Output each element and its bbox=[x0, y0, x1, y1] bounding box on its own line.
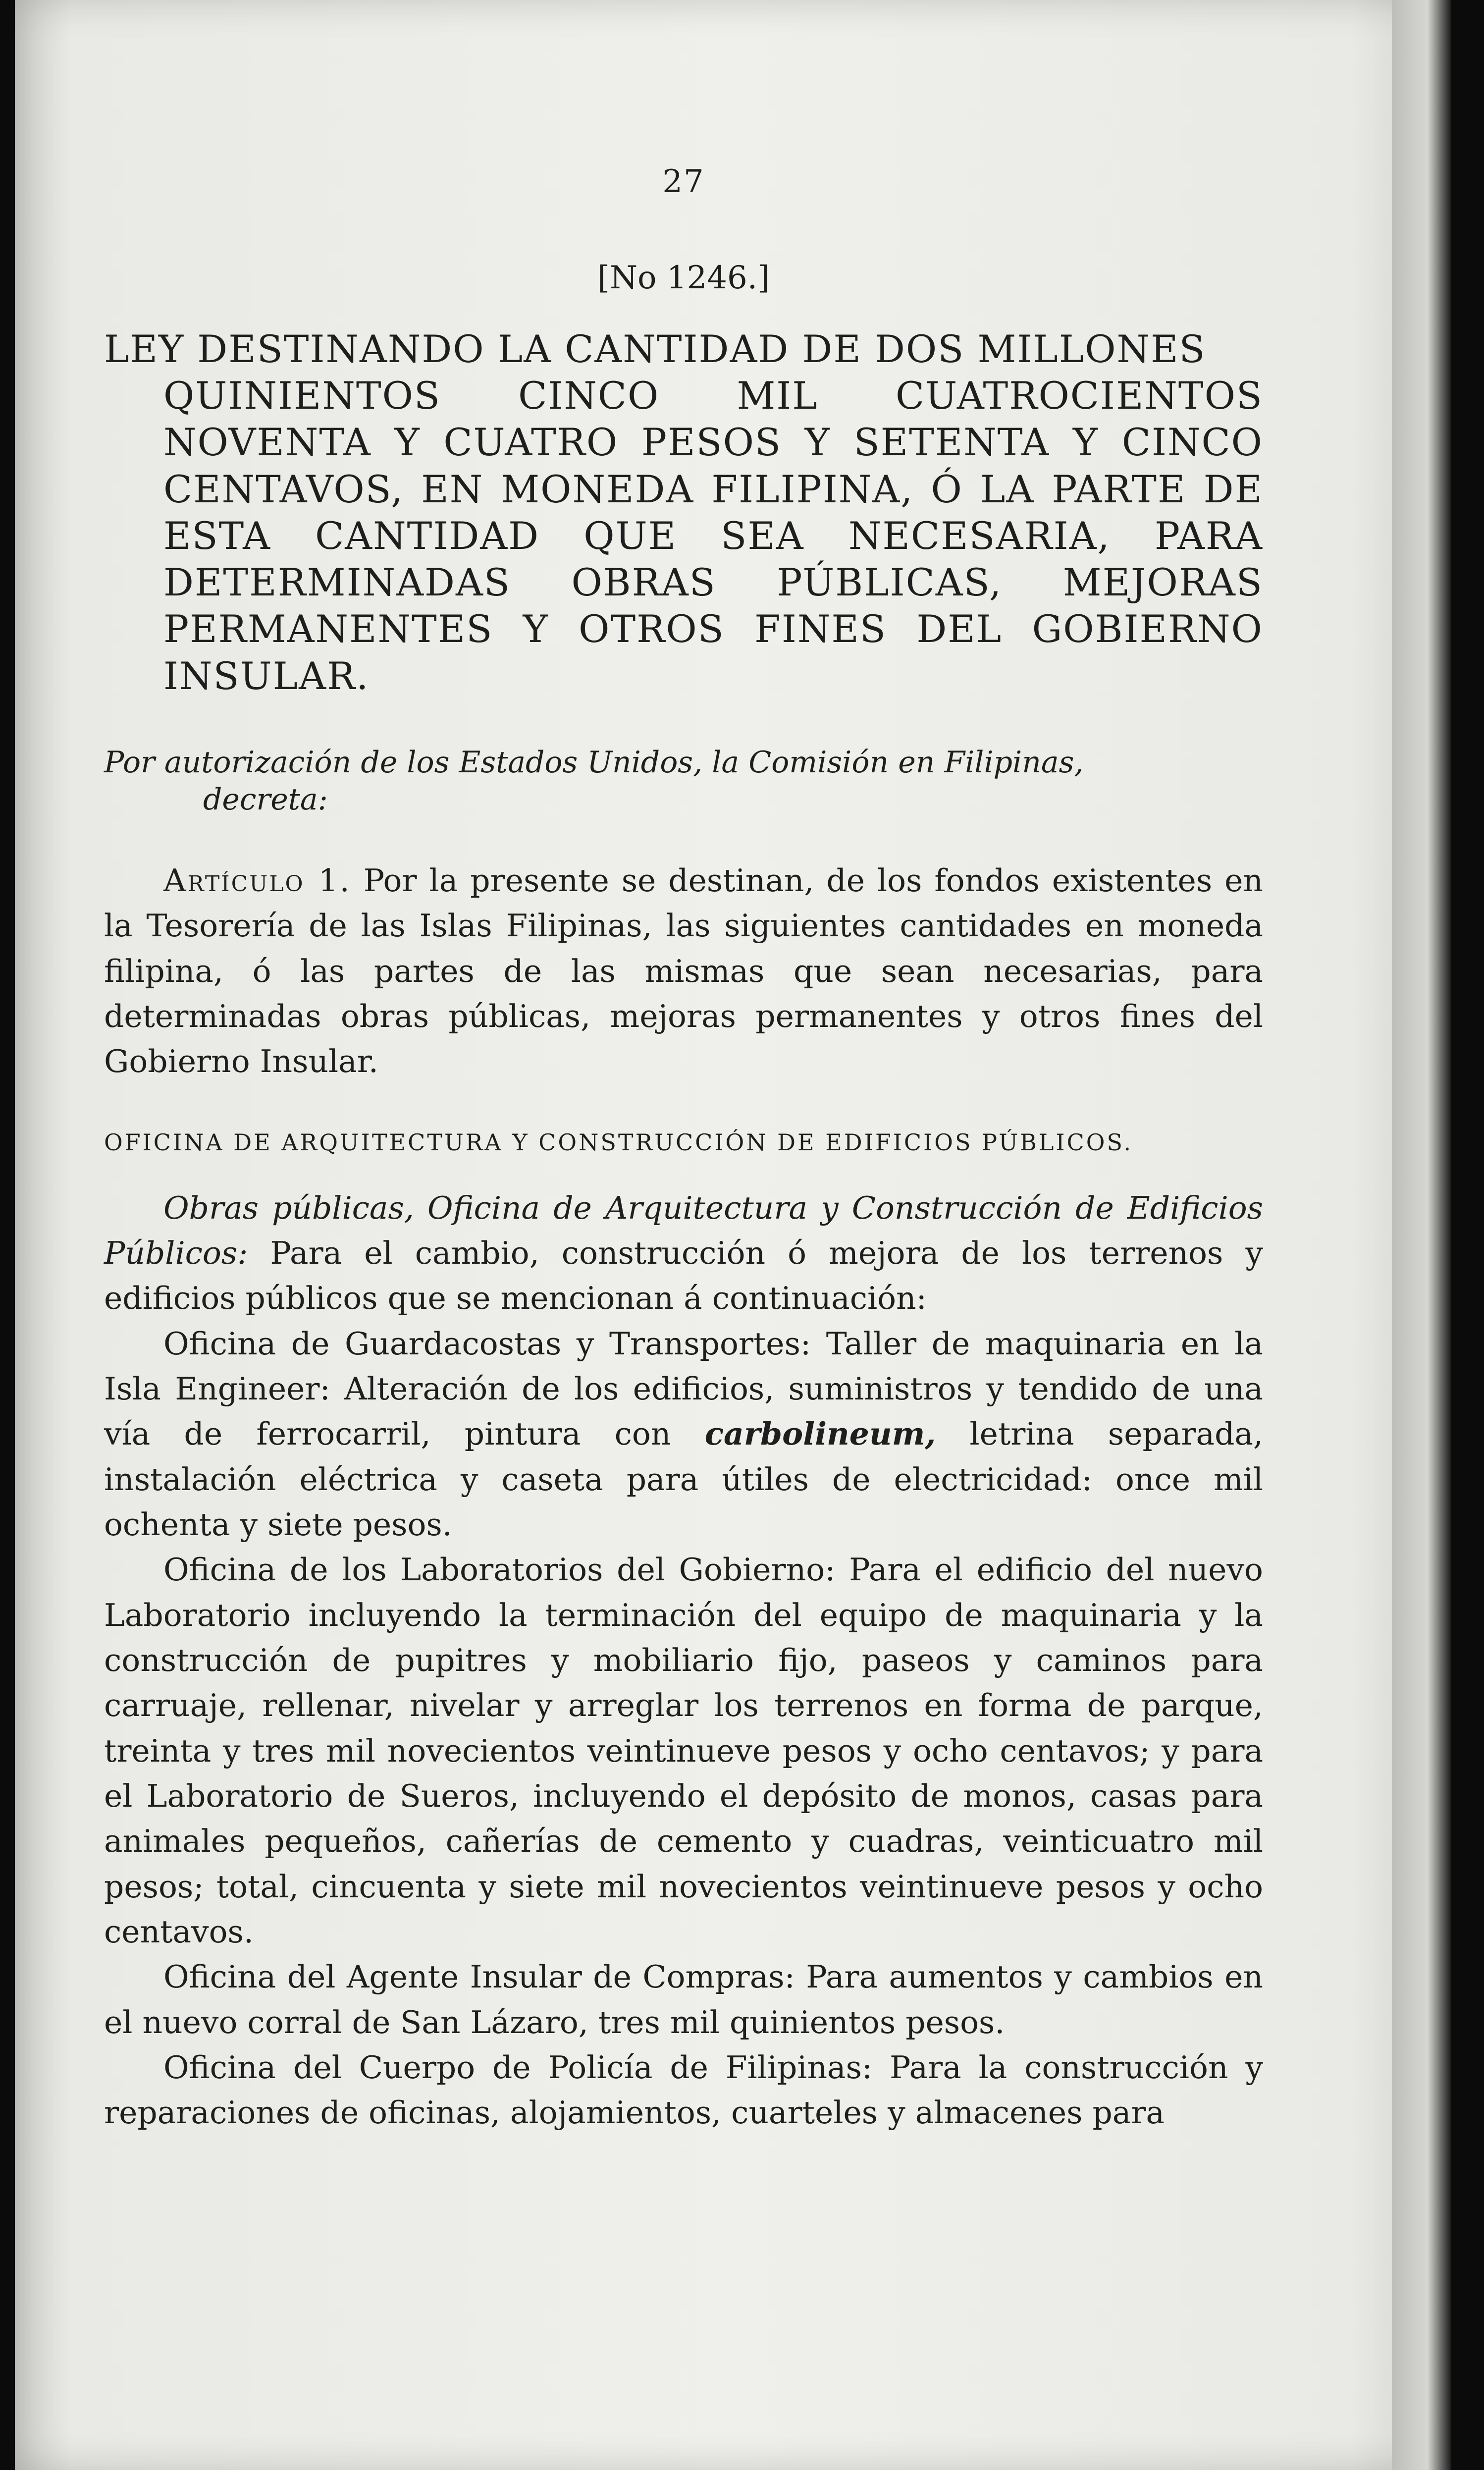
paragraph-text: Para aumentos y cambios en el nuevo corral de San Lázaro, tres mil quinientos pesos. bbox=[104, 1959, 1263, 2040]
preamble-line-1: Por autorización de los Estados Unidos, la Comisión en Filipinas, bbox=[104, 745, 1084, 780]
paragraph-lead: Oficina de los Laboratorios del Gobierno: bbox=[163, 1552, 836, 1588]
paragraph-text: Para la construcción y reparaciones de oficinas, alojamientos, cuarteles y almacenes para bbox=[104, 2049, 1263, 2131]
page-content bbox=[104, 163, 1263, 2136]
paragraph-laboratorios bbox=[104, 1547, 1263, 1954]
preamble-line-2: decreta: bbox=[203, 782, 328, 817]
article-1 bbox=[104, 858, 1263, 1084]
page-number: 27 bbox=[662, 163, 705, 200]
paragraph-guardacostas bbox=[104, 1321, 1263, 1548]
paragraph-text-after: letrina separada, instalación eléctrica y caseta para útiles de electricidad: once mil ochenta y siete pesos. bbox=[104, 1416, 1264, 1543]
paragraph-agente-compras bbox=[104, 1954, 1263, 2045]
article-text: Por la presente se destinan, de los fondos existentes en la Tesorería de las Islas Filipinas, las siguientes cantidades en moneda filipina, ó las partes de las mismas que sean necesarias, para determinadas obras públicas, mejoras permanentes y otros fines del Gobierno Insular. bbox=[104, 862, 1263, 1080]
paragraph-policia bbox=[104, 2045, 1263, 2136]
book-page bbox=[15, 0, 1451, 2470]
article-label: Artículo 1. bbox=[163, 862, 351, 899]
paragraph-obras-publicas bbox=[104, 1185, 1263, 1321]
law-number: [No 1246.] bbox=[597, 260, 770, 296]
page-spine-shadow bbox=[1392, 0, 1451, 2470]
paragraph-lead: Obras públicas, Oficina de Arquitectura y Construcción de Edificios Públicos: bbox=[104, 1189, 1263, 1271]
paragraph-lead: Oficina de Guardacostas y Transportes: bbox=[163, 1325, 811, 1362]
paragraph-text: Para el cambio, construcción ó mejora de los terrenos y edificios públicos que se mencionan á continuación: bbox=[104, 1235, 1263, 1317]
paragraph-lead: Oficina del Cuerpo de Policía de Filipinas: bbox=[163, 2049, 873, 2086]
paragraph-text: Taller de maquinaria en la Isla Engineer: Alteración de los edificios, suministros y tendido de una vía de ferrocarril, pintura con bbox=[104, 1325, 1263, 1452]
preamble bbox=[104, 744, 1263, 818]
paragraph-emphasis: carbolineum, bbox=[704, 1415, 936, 1452]
law-title-first-line: LEY DESTINANDO LA CANTIDAD DE DOS MILLONES bbox=[104, 327, 1206, 371]
law-title bbox=[104, 326, 1263, 699]
section-heading: OFICINA DE ARQUITECTURA Y CONSTRUCCIÓN DE EDIFICIOS PÚBLICOS. bbox=[104, 1128, 1133, 1156]
paragraph-lead: Oficina del Agente Insular de Compras: bbox=[163, 1959, 795, 1995]
paragraph-text: Para el edificio del nuevo Laboratorio incluyendo la terminación del equipo de maquinaria y la construcción de pupitres y mobiliario fijo, paseos y caminos para carruaje, rellenar, nivelar y arreglar los terrenos en forma de parque, treinta y tres mil novecientos veintinueve pesos y ocho centavos; y para el Laboratorio de Sueros, incluyendo el depósito de monos, casas para animales pequeños, cañerías de cemento y cuadras, veinticuatro mil pesos; total, cincuenta y siete mil novecientos veintinueve pesos y ocho centavos. bbox=[104, 1552, 1263, 1950]
law-title-rest: QUINIENTOS CINCO MIL CUATROCIENTOS NOVENTA Y CUATRO PESOS Y SETENTA Y CINCO CENTAVOS, EN MONEDA FILIPINA, Ó LA PARTE DE ESTA CANTIDAD QUE SEA NECESARIA, PARA DETERMINADAS OBRAS PÚBLICAS, MEJORAS PERMANENTES Y OTROS FINES DEL GOBIERNO INSULAR. bbox=[163, 374, 1263, 698]
